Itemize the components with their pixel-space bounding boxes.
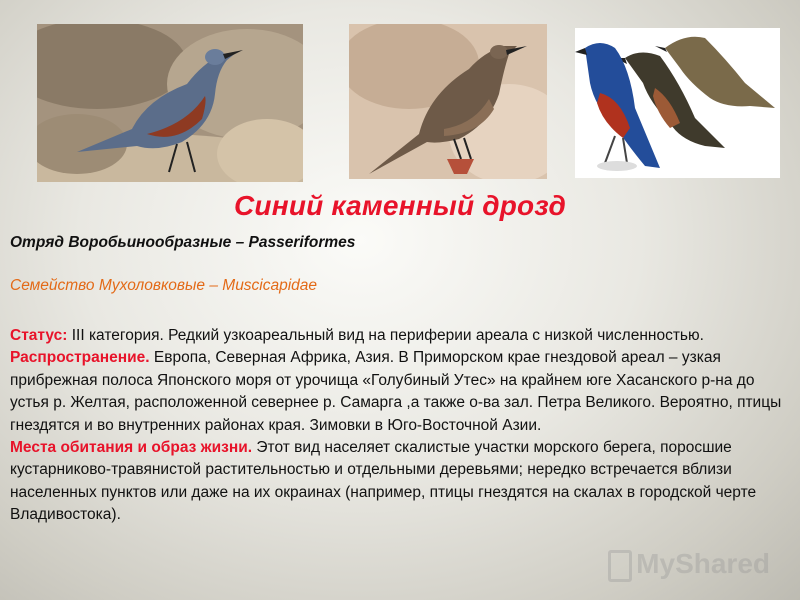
bird-illustration xyxy=(575,28,780,178)
watermark xyxy=(608,548,770,582)
female-bird-photo xyxy=(349,24,547,179)
male-bird-photo xyxy=(37,24,303,182)
status-text: III категория. Редкий узкоареальный вид на периферии ареала с низкой численностью. xyxy=(67,327,704,344)
family-line: Семейство Мухоловковые – Muscicapidae xyxy=(10,277,318,294)
watermark-icon xyxy=(608,550,632,582)
habitat-label: Места обитания и образ жизни. xyxy=(10,439,253,457)
habitat-text: Этот вид населяет скалистые участки морского берега, поросшие кустарниково-травянистой растительностью и отдельными деревьями; нередко встречается вблизи населенных пунктов или даже на их окраинах (например, птицы гнездятся на скалах в городской черте Владивостока). xyxy=(10,439,757,524)
watermark-text: MyShared xyxy=(636,548,770,580)
distribution-text: Европа, Северная Африка, Азия. В Приморском крае гнездовой ареал – узкая прибрежная полоса Японского моря от урочища «Голубиный Утес» на крайнем юге Хасанского р-на до устья р. Желтая, расположенной севернее р. Самарга ,а также о-ва зал. Петра Великого. Вероятно, птицы гнездятся и во внутренних районах края. Зимовки в Юго-Восточной Азии. xyxy=(10,349,782,434)
description-body xyxy=(10,325,795,527)
status-label: Статус: xyxy=(10,327,68,344)
order-line: Отряд Воробьинообразные – Passeriformes xyxy=(10,234,356,251)
distribution-label: Распространение. xyxy=(10,349,150,367)
page-title: Синий каменный дрозд xyxy=(234,190,566,221)
